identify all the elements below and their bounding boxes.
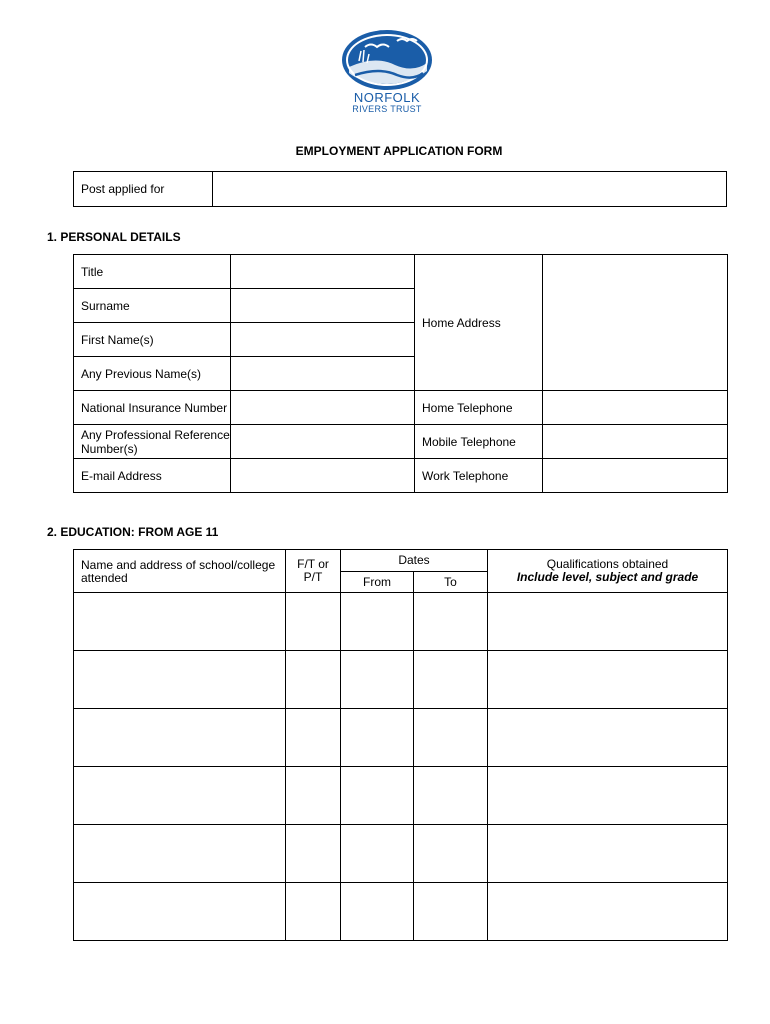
education-table [73,549,728,941]
school-cell[interactable] [74,767,286,825]
logo-text-norfolk: NORFOLK [353,90,421,105]
logo-text-rivers-trust: RIVERS TRUST [352,104,422,114]
education-row [74,651,728,709]
ft-pt-cell[interactable] [286,593,341,651]
qualifications-cell[interactable] [488,709,728,767]
ft-pt-cell[interactable] [286,883,341,941]
ft-pt-cell[interactable] [286,709,341,767]
to-cell[interactable] [414,767,488,825]
title-label: Title [74,255,231,289]
home-address-input[interactable] [543,255,728,391]
to-cell[interactable] [414,593,488,651]
ft-pt-cell[interactable] [286,651,341,709]
col-header-qualifications [488,550,728,593]
qualifications-cell[interactable] [488,767,728,825]
to-cell[interactable] [414,651,488,709]
surname-label: Surname [74,289,231,323]
home-telephone-label: Home Telephone [415,391,543,425]
personal-details-table [73,254,728,493]
education-row [74,593,728,651]
mobile-telephone-label: Mobile Telephone [415,425,543,459]
title-input[interactable] [231,255,415,289]
qualifications-cell[interactable] [488,651,728,709]
from-cell[interactable] [341,593,414,651]
ft-pt-cell[interactable] [286,825,341,883]
previous-names-input[interactable] [231,357,415,391]
email-input[interactable] [231,459,415,493]
first-names-input[interactable] [231,323,415,357]
school-cell[interactable] [74,651,286,709]
qualifications-title: Qualifications obtained [546,557,669,571]
ft-pt-cell[interactable] [286,767,341,825]
prof-ref-input[interactable] [231,425,415,459]
first-names-label: First Name(s) [74,323,231,357]
education-row [74,709,728,767]
home-address-label: Home Address [415,255,543,391]
work-telephone-input[interactable] [543,459,728,493]
ni-number-input[interactable] [231,391,415,425]
home-telephone-input[interactable] [543,391,728,425]
col-header-to: To [414,572,488,593]
education-row [74,883,728,941]
from-cell[interactable] [341,883,414,941]
to-cell[interactable] [414,883,488,941]
school-cell[interactable] [74,825,286,883]
qualifications-cell[interactable] [488,593,728,651]
email-label: E-mail Address [74,459,231,493]
mobile-telephone-input[interactable] [543,425,728,459]
school-cell[interactable] [74,883,286,941]
work-telephone-label: Work Telephone [415,459,543,493]
ni-number-label: National Insurance Number [74,391,231,425]
col-header-dates: Dates [341,550,488,572]
qualifications-subtitle: Include level, subject and grade [516,570,699,584]
personal-details-heading: 1. PERSONAL DETAILS [47,230,181,244]
qualifications-cell[interactable] [488,825,728,883]
from-cell[interactable] [341,709,414,767]
col-header-from: From [341,572,414,593]
school-cell[interactable] [74,593,286,651]
logo-emblem-icon [335,27,439,91]
education-rows [74,593,728,941]
to-cell[interactable] [414,709,488,767]
education-row [74,825,728,883]
col-header-name: Name and address of school/college attended [74,550,286,593]
from-cell[interactable] [341,651,414,709]
previous-names-label: Any Previous Name(s) [74,357,231,391]
post-applied-input[interactable] [213,172,727,207]
from-cell[interactable] [341,767,414,825]
to-cell[interactable] [414,825,488,883]
form-title: EMPLOYMENT APPLICATION FORM [295,144,503,158]
education-heading: 2. EDUCATION: FROM AGE 11 [47,525,219,539]
qualifications-cell[interactable] [488,883,728,941]
post-applied-label: Post applied for [74,172,213,207]
post-applied-table [73,171,727,207]
prof-ref-label: Any Professional Reference Number(s) [74,425,231,459]
surname-input[interactable] [231,289,415,323]
school-cell[interactable] [74,709,286,767]
from-cell[interactable] [341,825,414,883]
col-header-ft-pt: F/T or P/T [286,550,341,593]
education-row [74,767,728,825]
norfolk-rivers-trust-logo [335,27,439,117]
